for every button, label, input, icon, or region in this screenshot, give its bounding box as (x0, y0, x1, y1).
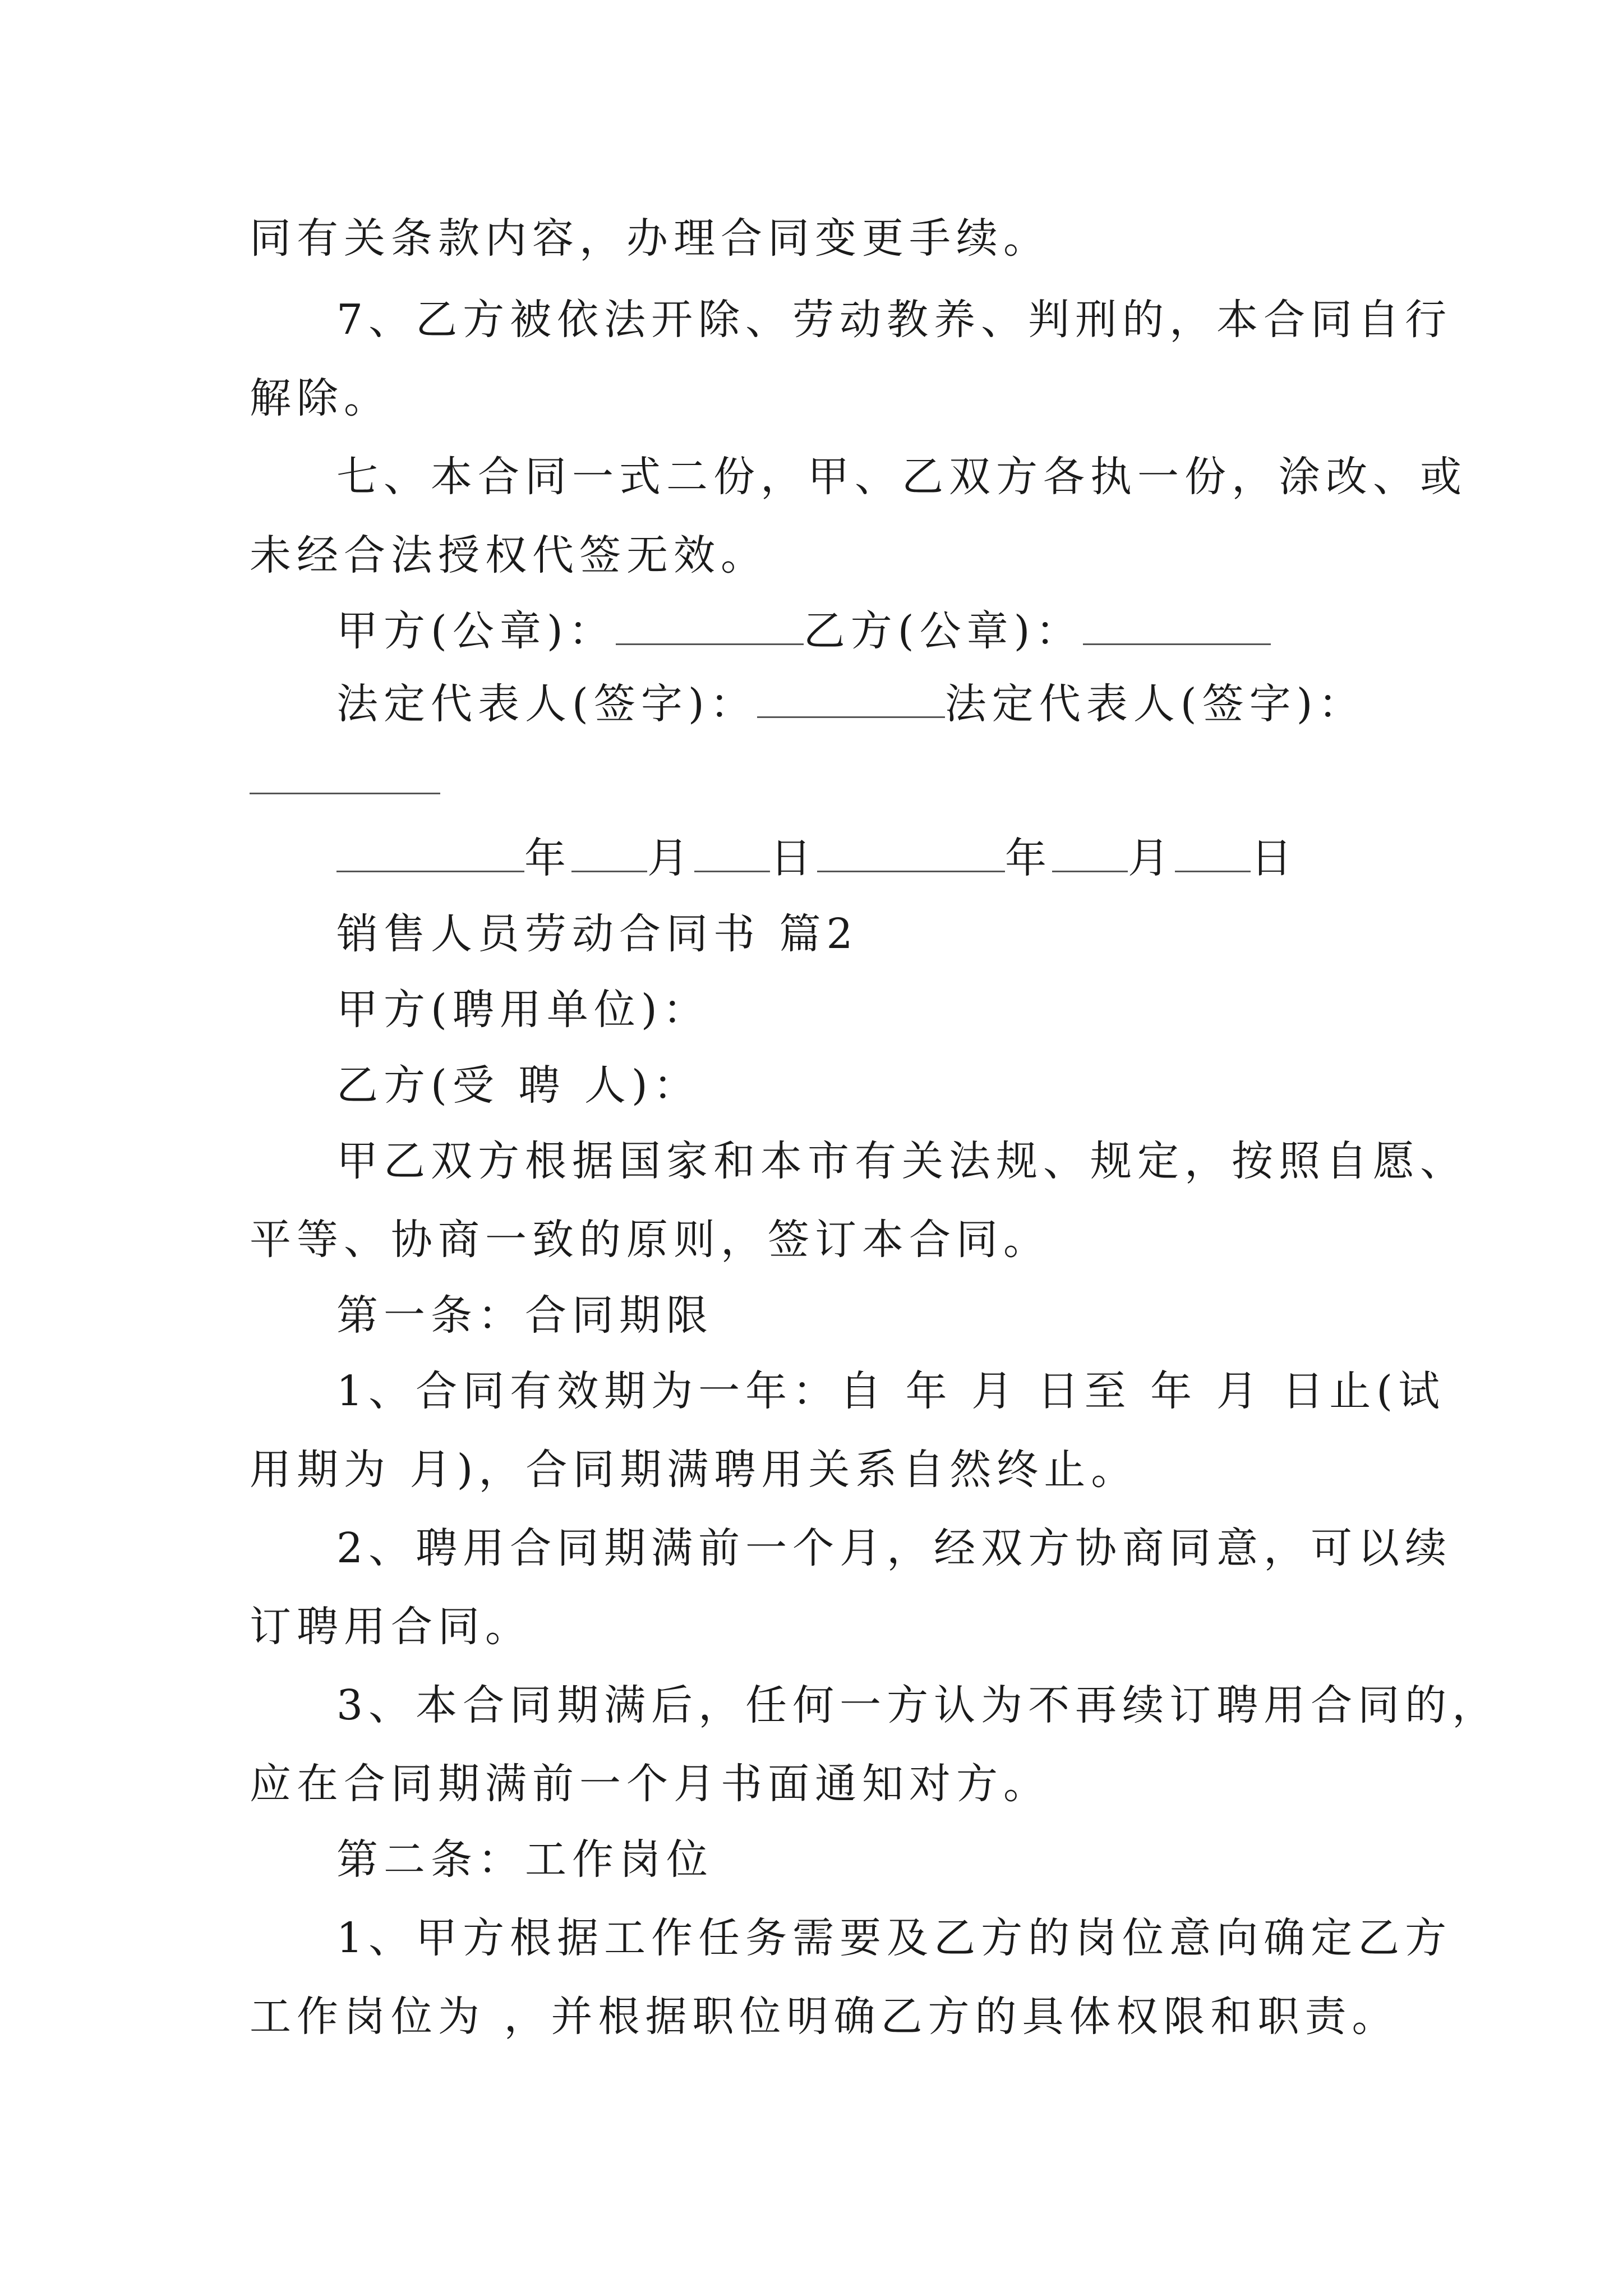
signature-line-representative (336, 676, 1366, 732)
month-label: 月 (1128, 834, 1175, 882)
paragraph-line: 应在合同期满前一个月书面通知对方。 (250, 1760, 1050, 1808)
party-a-seal-label: 甲方(公章)： (336, 607, 616, 655)
paragraph-line: 同有关条款内容，办理合同变更手续。 (250, 214, 1050, 263)
party-a-rep-label: 法定代表人(签字)： (336, 680, 757, 728)
day-blank (694, 836, 770, 872)
day-blank (1175, 836, 1251, 872)
paragraph-line: 七、本合同一式二份，甲、乙双方各执一份，涂改、或 (336, 453, 1467, 501)
paragraph-line: 1、甲方根据工作任务需要及乙方的岗位意向确定乙方 (336, 1914, 1453, 1962)
month-blank (1052, 836, 1128, 872)
day-label: 日 (1251, 834, 1298, 882)
paragraph-line: 平等、协商一致的原则，签订本合同。 (250, 1216, 1050, 1264)
party-b-rep-label: 法定代表人(签字)： (944, 680, 1366, 728)
article-heading: 第一条：合同期限 (336, 1291, 713, 1340)
paragraph-line: 7、乙方被依法开除、劳动教养、判刑的，本合同自行 (336, 296, 1453, 344)
day-label: 日 (770, 834, 817, 882)
date-line (336, 830, 1298, 886)
party-a-rep-blank (757, 682, 945, 718)
month-blank (571, 836, 647, 872)
section-title: 销售人员劳动合同书 篇2 (336, 910, 859, 958)
employer-label: 甲方(聘用单位)： (336, 986, 710, 1034)
employee-label: 乙方(受 聘 人)： (336, 1061, 700, 1110)
party-b-seal-blank (1083, 609, 1271, 645)
year-label: 年 (1005, 834, 1052, 882)
signature-blank-continued (250, 793, 440, 794)
year-label: 年 (524, 834, 571, 882)
paragraph-line: 用期为 月)，合同期满聘用关系自然终止。 (250, 1446, 1138, 1494)
paragraph-line: 1、合同有效期为一年：自 年 月 日至 年 月 日止(试 (336, 1367, 1446, 1415)
month-label: 月 (647, 834, 694, 882)
article-heading: 第二条：工作岗位 (336, 1835, 713, 1884)
signature-line-seal (336, 603, 1271, 659)
paragraph-line: 未经合法授权代签无效。 (250, 531, 768, 579)
paragraph-line: 解除。 (250, 374, 391, 422)
party-a-seal-blank (616, 609, 804, 645)
party-b-seal-label: 乙方(公章)： (803, 607, 1083, 655)
year-blank (817, 836, 1005, 872)
paragraph-line: 甲乙双方根据国家和本市有关法规、规定，按照自愿、 (336, 1137, 1467, 1185)
paragraph-line: 3、本合同期满后，任何一方认为不再续订聘用合同的， (336, 1681, 1500, 1729)
paragraph-line: 2、聘用合同期满前一个月，经双方协商同意，可以续 (336, 1524, 1453, 1572)
year-blank (336, 836, 524, 872)
paragraph-line: 订聘用合同。 (250, 1603, 532, 1651)
paragraph-line: 工作岗位为 ，并根据职位明确乙方的具体权限和职责。 (250, 1993, 1399, 2041)
